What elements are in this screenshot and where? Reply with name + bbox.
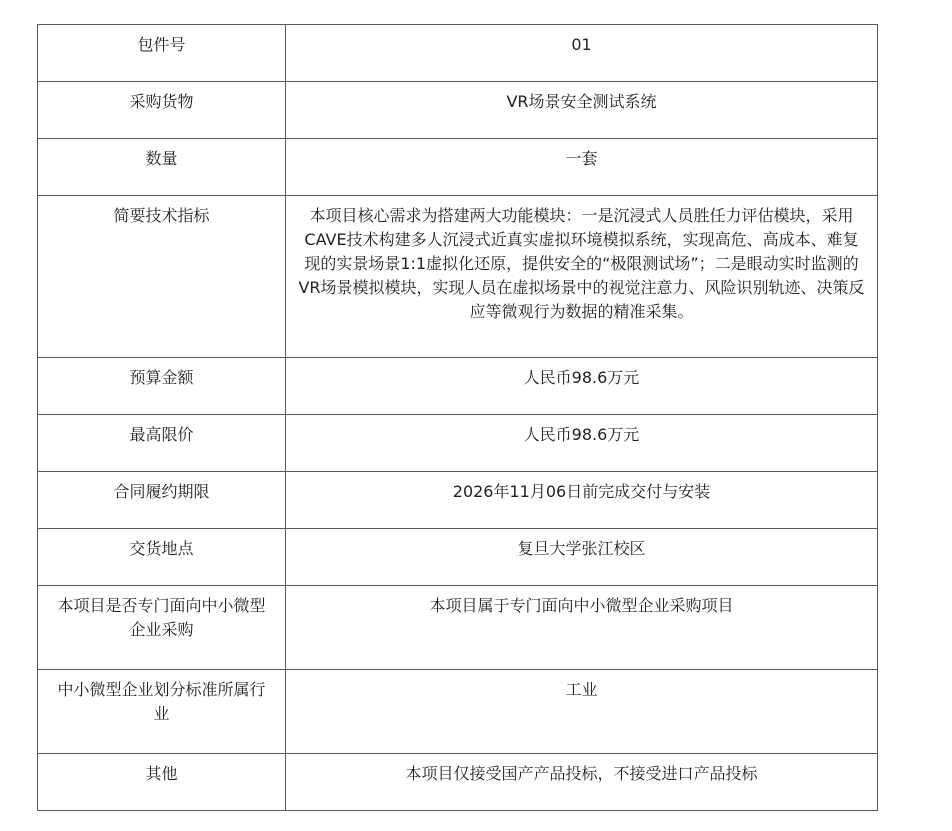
table-row [38,529,878,586]
row-value: 人民币98.6万元 [286,358,878,415]
row-label: 合同履约期限 [38,472,286,529]
row-label: 包件号 [38,25,286,82]
row-value: 工业 [286,670,878,754]
row-value: 人民币98.6万元 [286,415,878,472]
row-value: 2026年11月06日前完成交付与安装 [286,472,878,529]
table-row [38,670,878,754]
row-value: 本项目核心需求为搭建两大功能模块：一是沉浸式人员胜任力评估模块，采用 CAVE技术构建多人沉浸式近真实虚拟环境模拟系统，实现高危、高成本、难复现的实景场景1:1虚拟化还原，提供安全的“极限测试场”；二是眼动实时监测的VR场景模拟模块，实现人员在虚拟场景中的视觉注意力、风险识别轨迹、决策反应等微观行为数据的精准采集。 [286,196,878,358]
row-value: 本项目属于专门面向中小微型企业采购项目 [286,586,878,670]
table-row [38,586,878,670]
row-label: 数量 [38,139,286,196]
row-value: 本项目仅接受国产产品投标，不接受进口产品投标 [286,754,878,811]
table-row [38,25,878,82]
row-label: 本项目是否专门面向中小微型企业采购 [38,586,286,670]
table-row [38,82,878,139]
row-value: VR场景安全测试系统 [286,82,878,139]
row-label: 中小微型企业划分标准所属行业 [38,670,286,754]
row-label: 其他 [38,754,286,811]
table-row [38,415,878,472]
row-value: 复旦大学张江校区 [286,529,878,586]
table-row [38,139,878,196]
row-label: 最高限价 [38,415,286,472]
row-label: 交货地点 [38,529,286,586]
row-label: 采购货物 [38,82,286,139]
procurement-info-table [37,24,878,811]
row-label: 简要技术指标 [38,196,286,358]
table-row [38,754,878,811]
table-row [38,472,878,529]
table-row [38,196,878,358]
row-value: 01 [286,25,878,82]
table-row [38,358,878,415]
row-value: 一套 [286,139,878,196]
row-label: 预算金额 [38,358,286,415]
